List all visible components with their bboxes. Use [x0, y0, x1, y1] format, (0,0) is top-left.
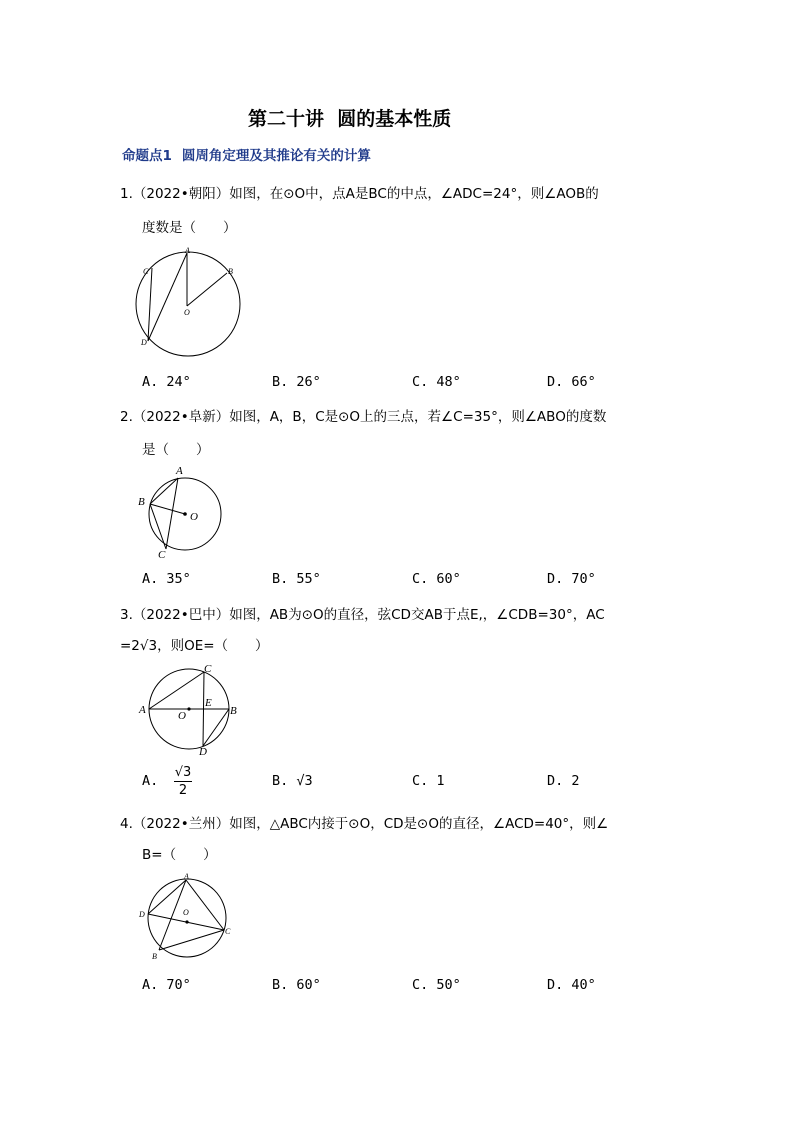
- question-3-line-2: =2√3，则OE=（ ）: [120, 638, 269, 654]
- question-3-line-1: 3.（2022•巴中）如图，AB为⊙O的直径，弦CD交AB于点E,，∠CDB=30°，AC: [120, 607, 605, 623]
- label-b: B: [152, 952, 157, 961]
- question-3-option-a: A.: [142, 773, 159, 789]
- question-1-option-c: C. 48°: [412, 374, 461, 390]
- label-o: O: [183, 908, 189, 917]
- label-o: O: [190, 511, 198, 523]
- question-2-line-1: 2.（2022•阜新）如图，A，B，C是⊙O上的三点，若∠C=35°，则∠ABO的度数: [120, 409, 607, 425]
- label-a: A: [184, 872, 189, 881]
- question-2-option-b: B. 55°: [272, 571, 321, 587]
- label-c: C: [225, 927, 231, 936]
- question-4-option-b: B. 60°: [272, 977, 321, 993]
- question-2-line-2: 是（ ）: [142, 442, 210, 458]
- section-label: 命题点1: [122, 148, 172, 164]
- question-1-option-d: D. 66°: [547, 374, 596, 390]
- label-b: B: [228, 267, 233, 276]
- question-2-option-d: D. 70°: [547, 571, 596, 587]
- question-4-option-d: D. 40°: [547, 977, 596, 993]
- label-b: B: [138, 496, 145, 508]
- question-4-option-c: C. 50°: [412, 977, 461, 993]
- label-d: D: [139, 910, 145, 919]
- label-b: B: [230, 705, 237, 717]
- question-4-line-2: B=（ ）: [142, 847, 217, 863]
- fraction-denominator: 2: [178, 783, 188, 798]
- label-e: E: [205, 697, 212, 709]
- question-2-option-c: C. 60°: [412, 571, 461, 587]
- question-3-option-b: B. √3: [272, 773, 313, 789]
- label-a: A: [185, 246, 190, 255]
- question-2-figure: [136, 462, 226, 562]
- question-3-figure: [136, 660, 241, 760]
- fraction-numerator: √3: [174, 765, 192, 780]
- question-1-figure: [130, 248, 250, 360]
- question-1-option-a: A. 24°: [142, 374, 191, 390]
- label-a: A: [139, 704, 146, 716]
- question-1-line-1: 1.（2022•朝阳）如图，在⊙O中，点A是BC的中点，∠ADC=24°，则∠AOB的: [120, 186, 599, 202]
- question-3-option-d: D. 2: [547, 773, 580, 789]
- label-d: D: [141, 338, 147, 347]
- question-1-line-2: 度数是（ ）: [142, 220, 237, 236]
- label-a: A: [176, 465, 183, 477]
- label-o: O: [178, 710, 186, 722]
- question-1-option-b: B. 26°: [272, 374, 321, 390]
- label-d: D: [199, 746, 207, 758]
- label-o: O: [184, 308, 190, 317]
- question-3-option-c: C. 1: [412, 773, 445, 789]
- label-c: C: [204, 663, 212, 675]
- page-title: 第二十讲 圆的基本性质: [248, 108, 452, 130]
- section-heading: [122, 144, 381, 164]
- section-text: 圆周角定理及其推论有关的计算: [181, 148, 371, 164]
- question-3-option-a-fraction: [174, 765, 192, 798]
- question-4-option-a: A. 70°: [142, 977, 191, 993]
- label-c: C: [158, 549, 166, 561]
- question-4-figure: [136, 870, 241, 966]
- question-4-line-1: 4.（2022•兰州）如图，△ABC内接于⊙O，CD是⊙O的直径，∠ACD=40°，则∠: [120, 816, 609, 832]
- label-c: C: [143, 267, 149, 276]
- question-2-option-a: A. 35°: [142, 571, 191, 587]
